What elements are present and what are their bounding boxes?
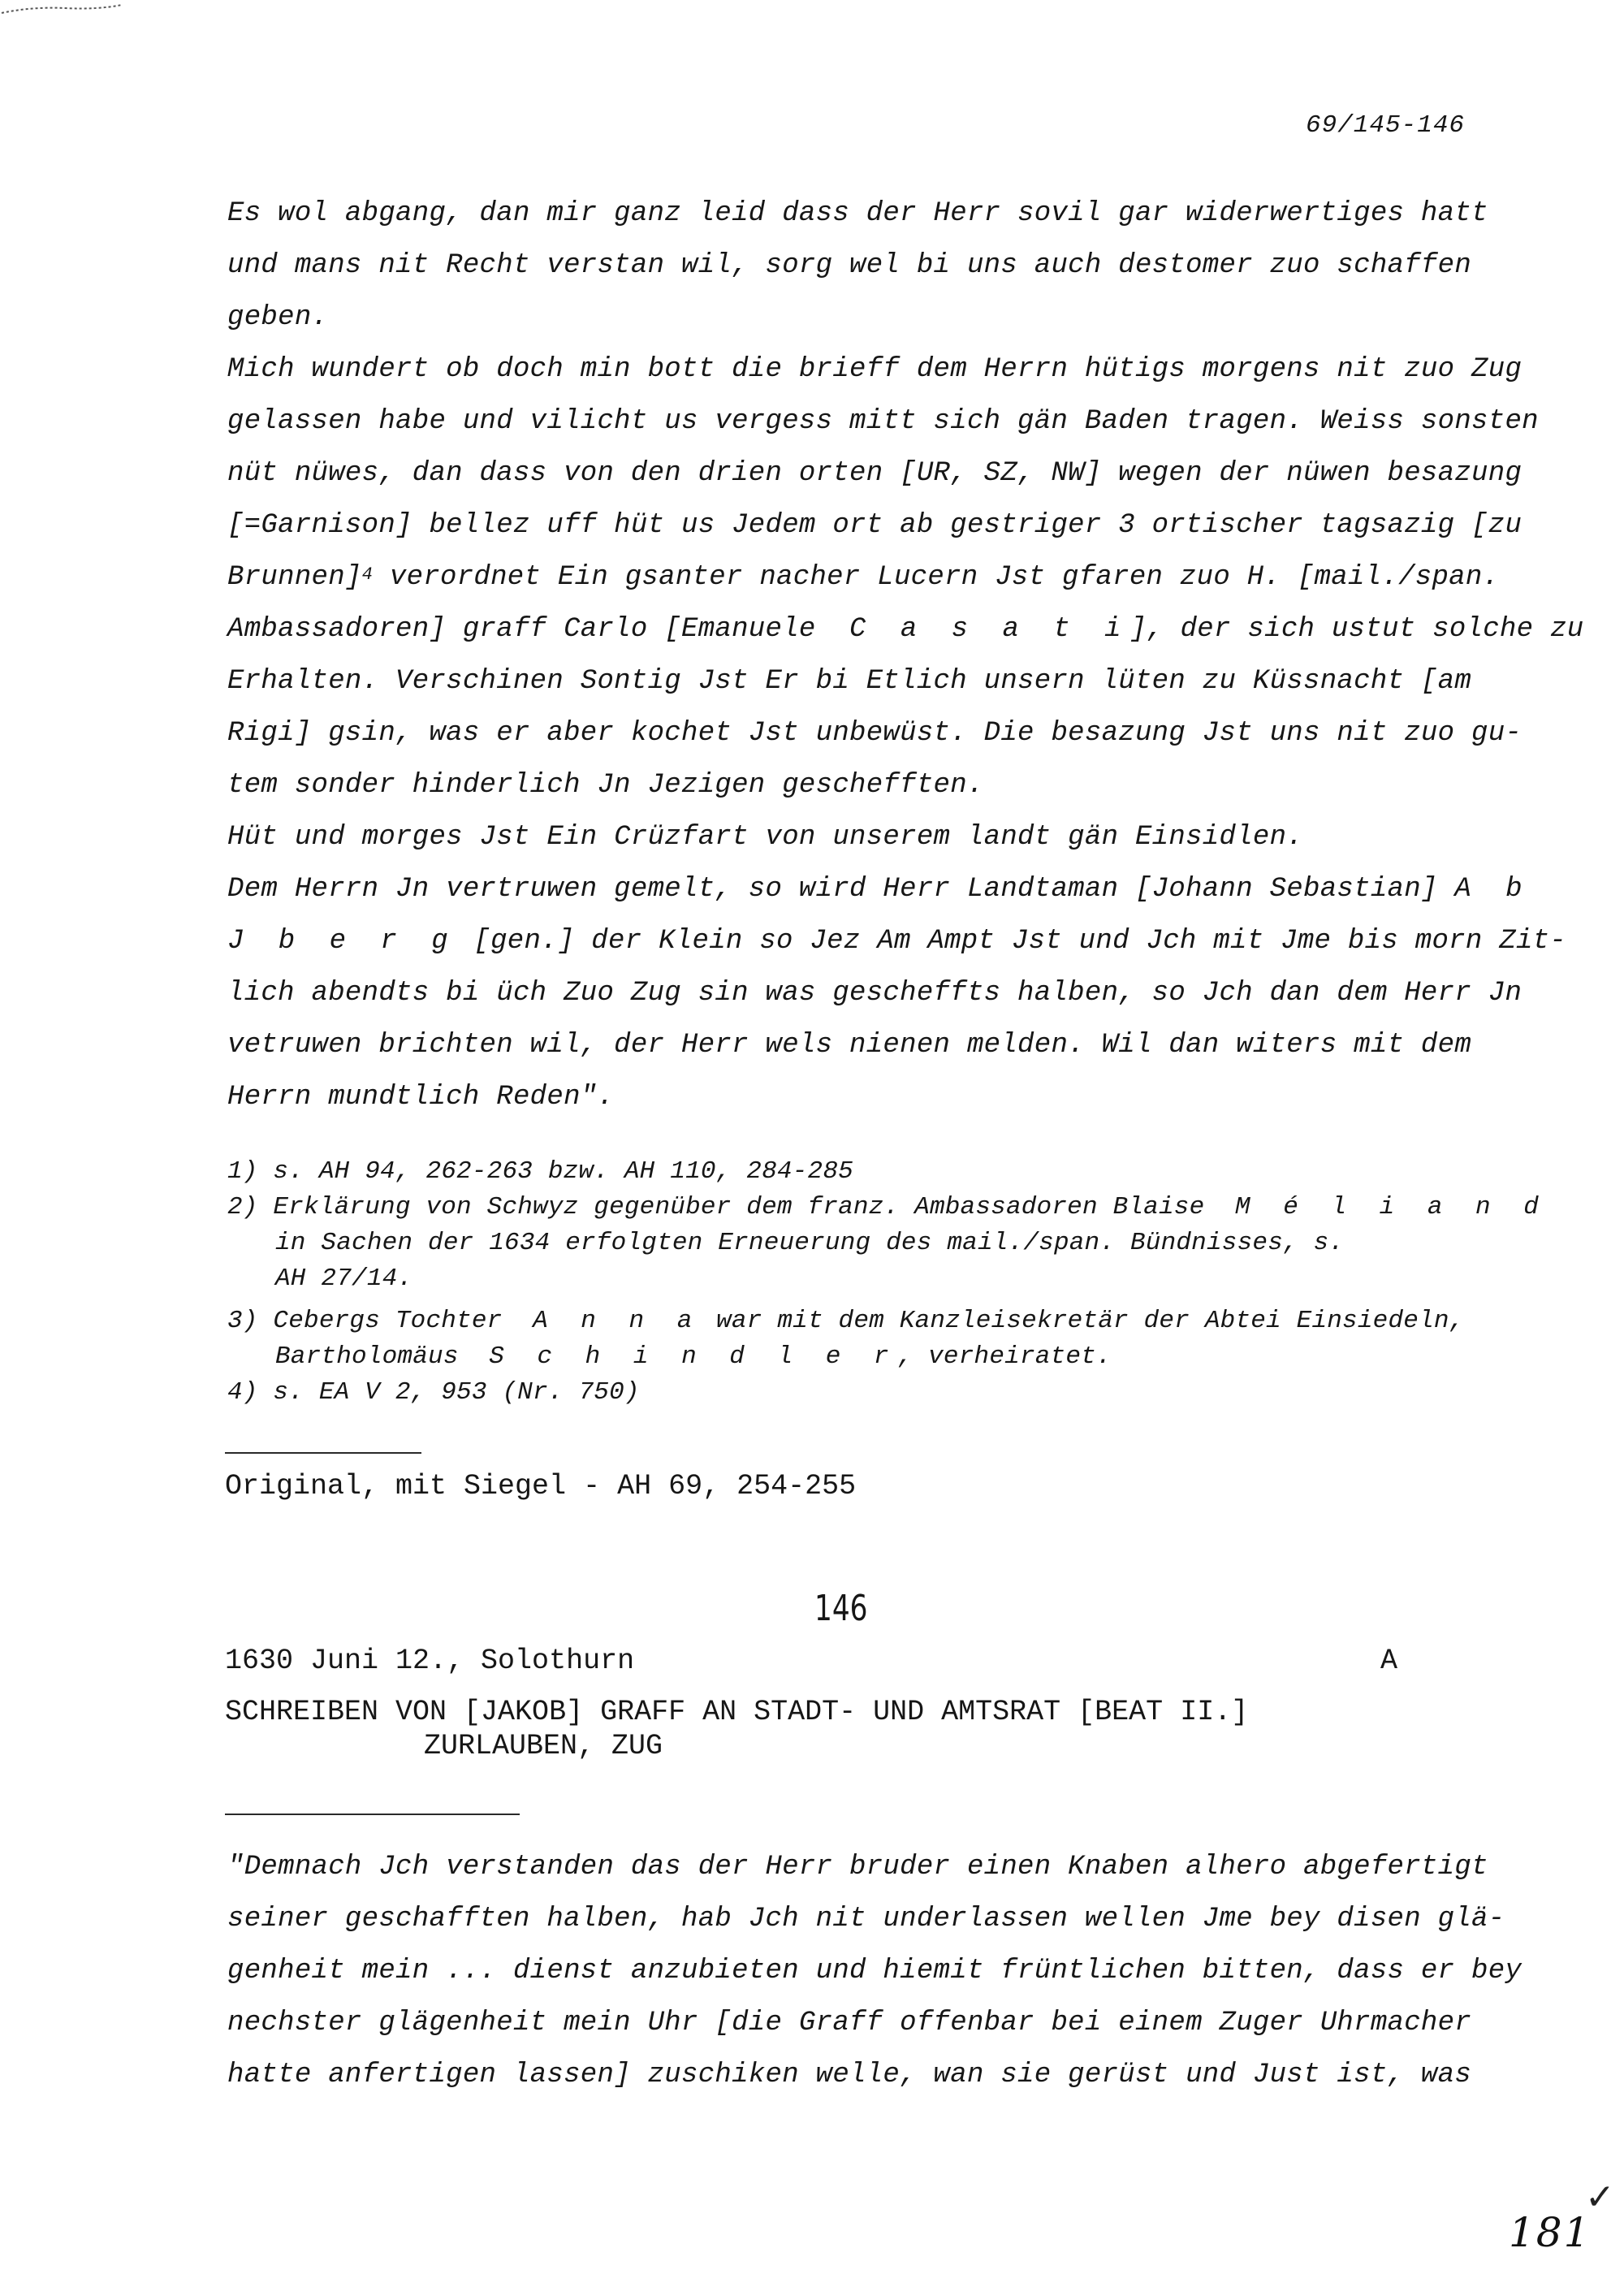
- body-fragment: ], der sich ustut solche zu: [1129, 614, 1584, 645]
- body-line: geben.: [227, 302, 329, 333]
- footnote-text: , verheiratet.: [897, 1342, 1112, 1371]
- footnote-marker: 4: [361, 564, 374, 585]
- document-type: A: [1380, 1645, 1398, 1677]
- spaced-name-anna: A n n a: [533, 1307, 702, 1335]
- body-line: genheit mein ... dienst anzubieten und hiemit früntlichen bitten, dass er bey: [227, 1956, 1522, 1987]
- body-line: nechster glägenheit mein Uhr [die Graff offenbar bei einem Zuger Uhrmacher: [227, 2008, 1472, 2038]
- body-fragment: Brunnen]: [227, 562, 362, 593]
- body-line: [227, 562, 1499, 593]
- spaced-name-ab: A b: [1454, 874, 1531, 905]
- page-reference: 69/145-146: [1306, 111, 1466, 140]
- footnote-text: war mit dem Kanzleisekretär der Abtei Einsiedeln,: [716, 1307, 1465, 1335]
- document-title: SCHREIBEN VON [JAKOB] GRAFF AN STADT- UND AMTSRAT [BEAT II.]: [225, 1696, 1249, 1728]
- body-line: [227, 874, 1531, 905]
- body-fragment: Ambassadoren] graff Carlo [Emanuele: [227, 614, 816, 645]
- body-line: hatte anfertigen lassen] zuschiken welle, wan sie gerüst und Just ist, was: [227, 2060, 1472, 2090]
- spaced-name-schindler: S c h i n d l e r: [489, 1342, 898, 1371]
- check-mark: ✓: [1585, 2177, 1615, 2218]
- document-number: 146: [814, 1588, 868, 1629]
- footnote-item: in Sachen der 1634 erfolgten Erneuerung des mail./span. Bündnisses, s.: [275, 1229, 1345, 1257]
- divider-rule: [225, 1452, 421, 1454]
- document-date: 1630 Juni 12., Solothurn: [225, 1645, 635, 1677]
- body-line: Rigi] gsin, was er aber kochet Jst unbewüst. Die besazung Jst uns nit zuo gu-: [227, 718, 1522, 749]
- body-line: Erhalten. Verschinen Sontig Jst Er bi Etlich unsern lüten zu Küssnacht [am: [227, 666, 1472, 697]
- body-line: gelassen habe und vilicht us vergess mitt sich gän Baden tragen. Weiss sonsten: [227, 406, 1539, 437]
- handwritten-folio-number: 181: [1509, 2209, 1592, 2256]
- spaced-name-meliand: M é l i a n d: [1235, 1193, 1548, 1221]
- footnote-text: 2) Erklärung von Schwyz gegenüber dem franz. Ambassadoren Blaise: [227, 1193, 1205, 1221]
- body-line: vetruwen brichten wil, der Herr wels nienen melden. Wil dan witers mit dem: [227, 1030, 1472, 1061]
- body-line: tem sonder hinderlich Jn Jezigen geschefften.: [227, 770, 984, 801]
- footnote-item: 1) s. AH 94, 262-263 bzw. AH 110, 284-285: [227, 1157, 853, 1186]
- footnote-item: 4) s. EA V 2, 953 (Nr. 750): [227, 1378, 640, 1407]
- body-line: nüt nüwes, dan dass von den drien orten [UR, SZ, NW] wegen der nüwen besazung: [227, 458, 1522, 489]
- footnote-item: AH 27/14.: [275, 1265, 413, 1293]
- document-title-continuation: ZURLAUBEN, ZUG: [424, 1730, 663, 1762]
- divider-rule: [225, 1814, 520, 1815]
- footnote-item: [275, 1342, 1112, 1371]
- body-fragment: [gen.] der Klein so Jez Am Ampt Jst und Jch mit Jme bis morn Zit-: [473, 926, 1567, 957]
- body-line: Hüt und morges Jst Ein Crüzfart von unserem landt gän Einsidlen.: [227, 822, 1304, 853]
- body-line: Mich wundert ob doch min bott die brieff dem Herrn hütigs morgens nit zuo Zug: [227, 354, 1522, 385]
- footnote-text: 3) Cebergs Tochter: [227, 1307, 503, 1335]
- spaced-name-yberg: J b e r g: [227, 926, 457, 957]
- body-line: Es wol abgang, dan mir ganz leid dass der Herr sovil gar widerwertiges hatt: [227, 198, 1488, 229]
- body-line: und mans nit Recht verstan wil, sorg wel bi uns auch destomer zuo schaffen: [227, 250, 1472, 281]
- body-line: [227, 614, 1583, 645]
- scan-artifact-corner: [0, 0, 179, 16]
- body-fragment: verordnet Ein gsanter nacher Lucern Jst gfaren zuo H. [mail./span.: [389, 562, 1500, 593]
- body-line: "Demnach Jch verstanden das der Herr bruder einen Knaben alhero abgefertigt: [227, 1852, 1488, 1883]
- body-fragment: Dem Herrn Jn vertruwen gemelt, so wird Herr Landtaman [Johann Sebastian]: [227, 874, 1438, 905]
- footnote-item: [227, 1307, 1464, 1335]
- body-line: lich abendts bi üch Zuo Zug sin was gescheffts halben, so Jch dan dem Herr Jn: [227, 978, 1522, 1009]
- body-line: Herrn mundtlich Reden".: [227, 1082, 615, 1113]
- original-note: Original, mit Siegel - AH 69, 254-255: [225, 1470, 857, 1502]
- spaced-name-casati: C a s a t i: [849, 614, 1130, 645]
- body-line: seiner geschafften halben, hab Jch nit underlassen wellen Jme bey disen glä-: [227, 1904, 1505, 1935]
- footnote-item: [227, 1193, 1548, 1221]
- footnote-text: Bartholomäus: [275, 1342, 459, 1371]
- body-line: [=Garnison] bellez uff hüt us Jedem ort ab gestriger 3 ortischer tagsazig [zu: [227, 510, 1522, 541]
- body-line: [227, 926, 1566, 957]
